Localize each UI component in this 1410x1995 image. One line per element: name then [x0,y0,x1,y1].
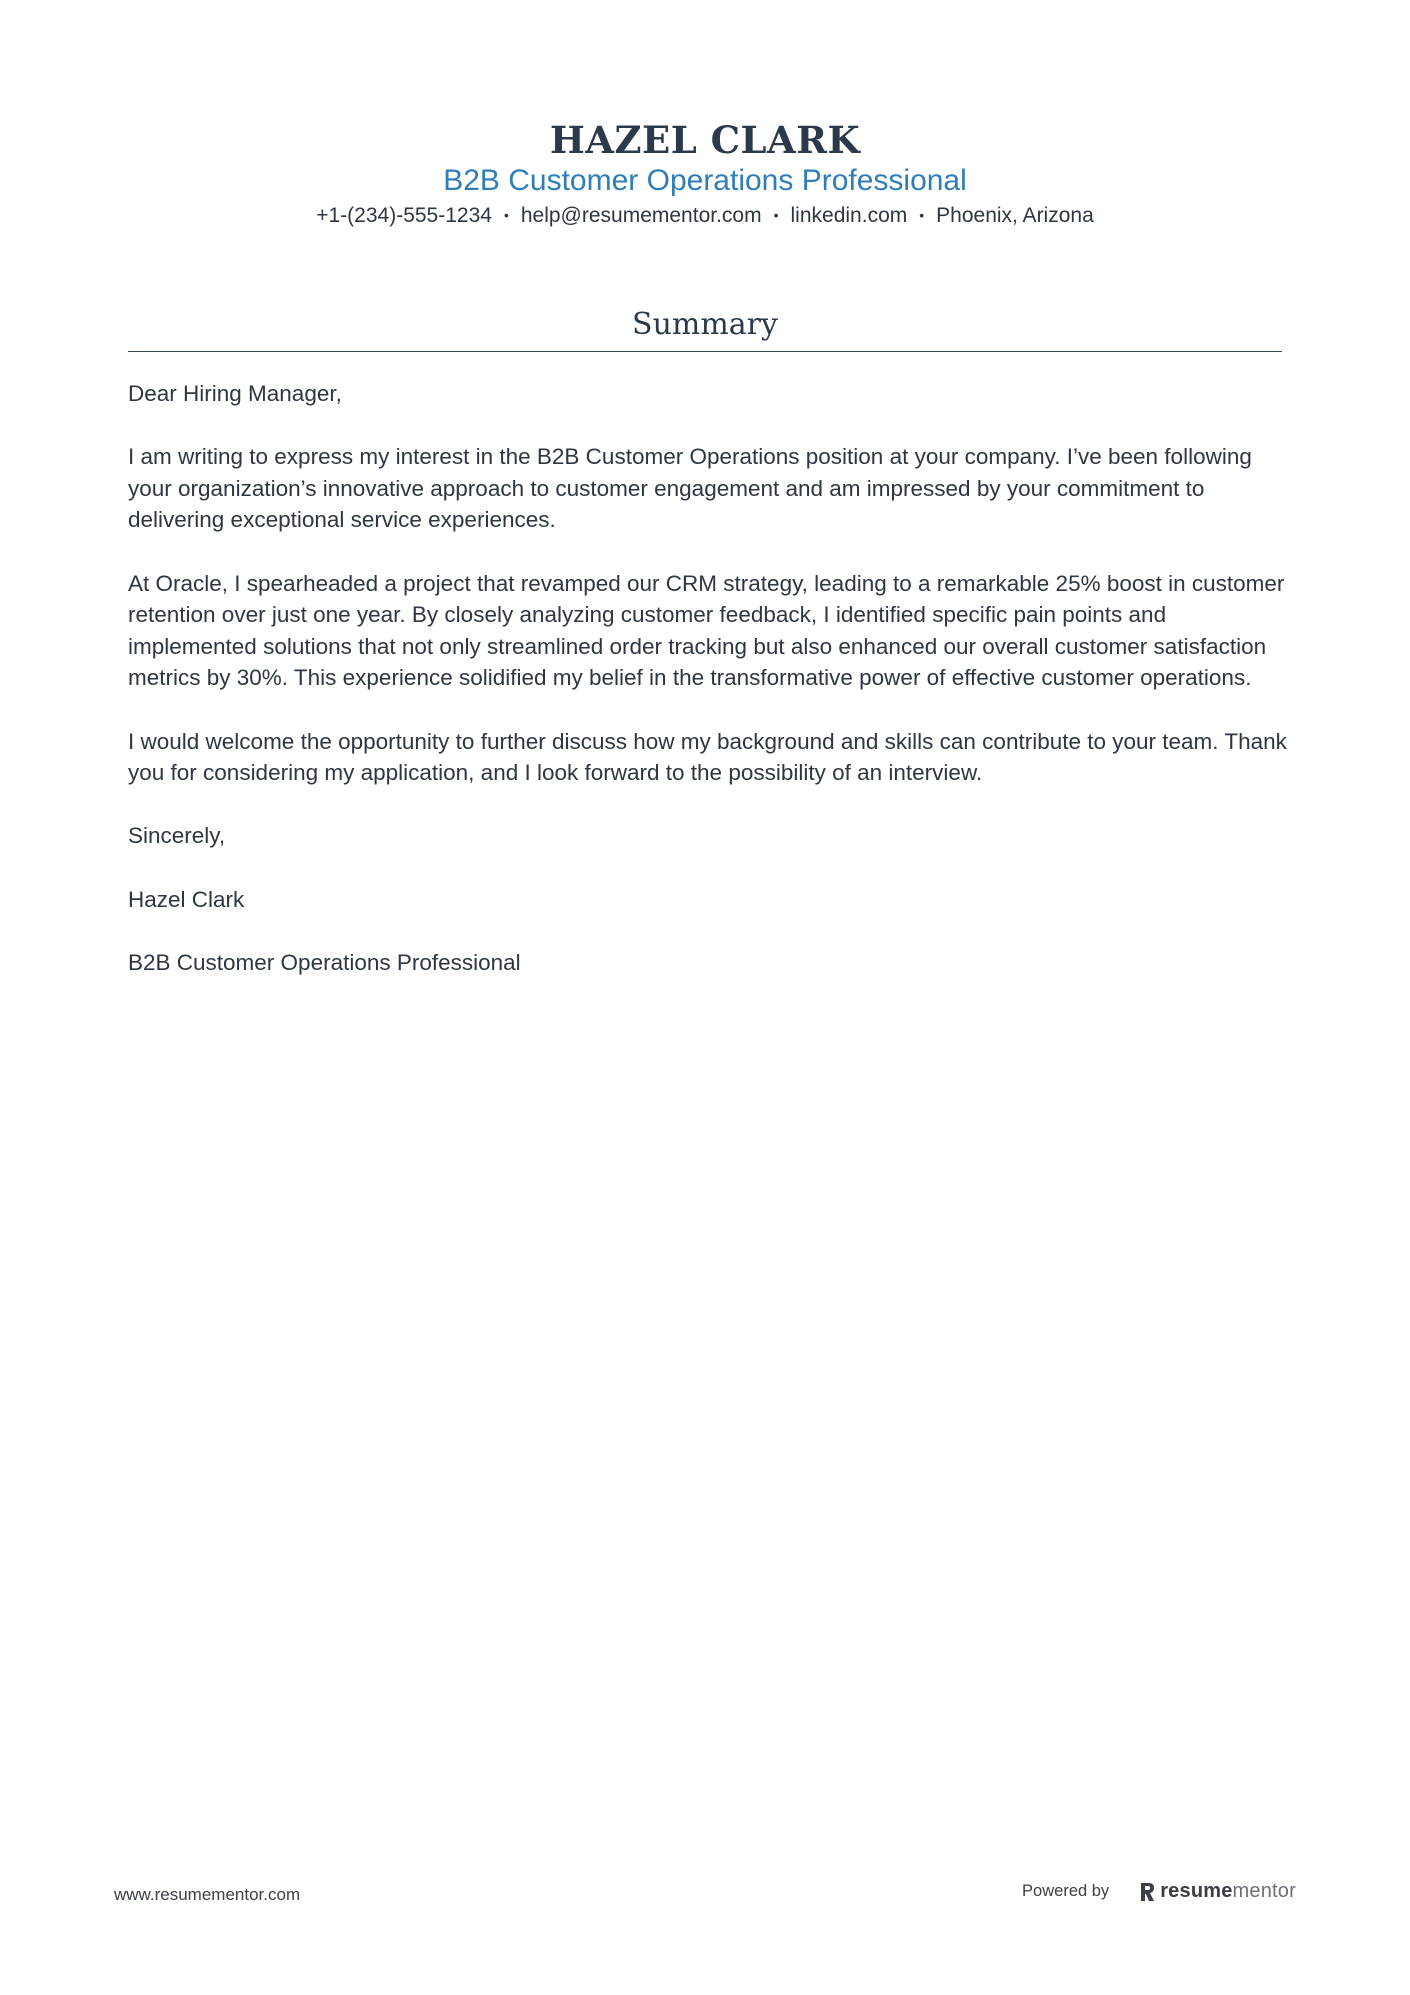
contact-phone: +1-(234)-555-1234 [316,204,492,227]
contact-separator: • [773,207,779,223]
salutation: Dear Hiring Manager, [128,381,342,406]
signature-name: Hazel Clark [128,886,245,912]
contact-location: Phoenix, Arizona [936,204,1094,227]
contact-separator: • [503,207,509,223]
letter-paragraph-1: I am writing to express my interest in the B2B Customer Operations position at your company. I’ve been following your organization’s innovative approach to customer engagement and am impressed by your commitment to delivering exceptional service experiences. [128,444,1252,533]
contact-separator: • [919,207,925,223]
brand-name-light: mentor [1232,1880,1296,1902]
section-divider [128,351,1282,352]
resumementor-logo-icon [1139,1882,1156,1902]
signature-title: B2B Customer Operations Professional [128,949,521,975]
header [0,118,1410,231]
letter-paragraph-3: I would welcome the opportunity to further discuss how my background and skills can contribute to your team. Thank you for considering my application, and I look forward to the possibility of an interview. [128,728,1287,786]
footer-branding [1022,1880,1296,1903]
brand-name [1160,1880,1296,1903]
section-title: Summary [632,307,778,342]
contact-linkedin: linkedin.com [790,204,908,227]
letter-paragraph-2: At Oracle, I spearheaded a project that revamped our CRM strategy, leading to a remarkable 25% boost in customer retention over just one year. By closely analyzing customer feedback, I identified specific pain points and implemented solutions that not only streamlined order tracking but also enhanced our overall customer satisfaction metrics by 30%. This experience solidified my belief in the transformative power of effective customer operations. [128,570,1285,691]
brand-name-bold: resume [1160,1880,1233,1902]
candidate-name: HAZEL CLARK [549,118,861,162]
footer-website: www.resumementor.com [114,1885,301,1904]
letter-body [128,378,1288,1010]
contact-line [0,200,1410,231]
powered-by-label: Powered by [1022,1882,1110,1900]
brand-logo [1139,1880,1296,1903]
closing: Sincerely, [128,823,226,849]
candidate-role: B2B Customer Operations Professional [443,164,967,197]
contact-email: help@resumementor.com [520,204,762,227]
